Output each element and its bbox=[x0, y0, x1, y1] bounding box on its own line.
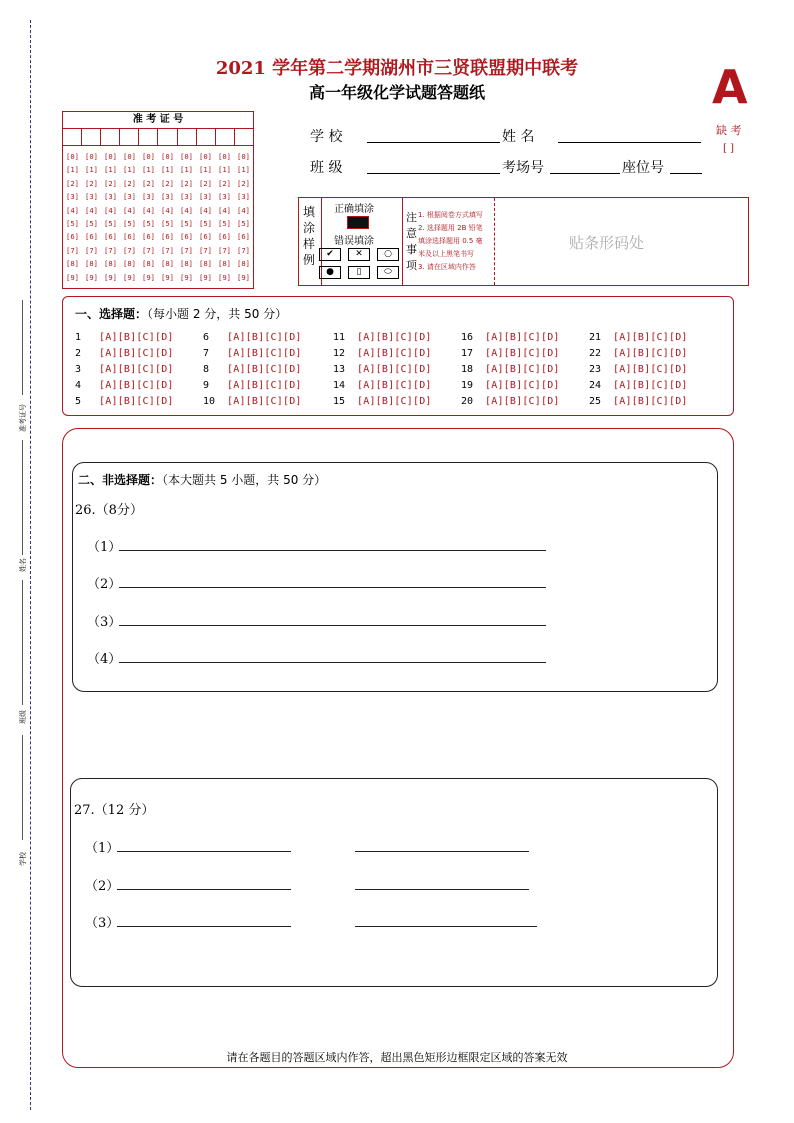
class-label: 班 级 bbox=[310, 160, 343, 176]
q26-answer-line-1[interactable] bbox=[119, 550, 546, 551]
school-field[interactable] bbox=[367, 142, 500, 143]
question-number: 1 bbox=[75, 332, 82, 343]
ellipse-mark-icon: ⬭ bbox=[377, 266, 399, 279]
question-number: 3 bbox=[75, 364, 82, 375]
digit-bubble[interactable]: [7] bbox=[218, 245, 231, 255]
question-number: 22 bbox=[589, 348, 602, 359]
exam-subtitle: 高一年级化学试题答题纸 bbox=[308, 83, 485, 102]
section1-title: 一、选择题：（每小题 2 分，共 50 分） bbox=[75, 307, 288, 321]
digit-bubble[interactable]: [6] bbox=[142, 232, 155, 242]
digit-bubble[interactable]: [0] bbox=[85, 152, 98, 161]
ticket-digit-column[interactable] bbox=[196, 150, 215, 284]
question-number: 11 bbox=[333, 332, 346, 343]
digit-bubble[interactable]: [7] bbox=[66, 245, 79, 255]
digit-bubble[interactable]: [3] bbox=[123, 192, 136, 202]
version-mark: A bbox=[712, 60, 748, 114]
digit-bubble[interactable]: [4] bbox=[180, 205, 193, 215]
note-item: 3. 请在区域内作答 bbox=[418, 263, 476, 271]
q27-answer-line-1a[interactable] bbox=[117, 851, 291, 852]
digit-bubble[interactable]: [6] bbox=[199, 232, 212, 242]
digit-bubble[interactable]: [5] bbox=[237, 219, 250, 229]
digit-bubble[interactable]: [4] bbox=[142, 205, 155, 215]
digit-bubble[interactable]: [9] bbox=[66, 272, 79, 282]
question-number: 14 bbox=[333, 380, 346, 391]
ticket-digit-column[interactable] bbox=[234, 150, 253, 284]
digit-bubble[interactable]: [3] bbox=[237, 192, 250, 202]
digit-bubble[interactable]: [3] bbox=[218, 192, 231, 202]
digit-bubble[interactable]: [7] bbox=[104, 245, 117, 255]
absent-checkbox[interactable]: [ ] bbox=[723, 143, 734, 154]
question-number: 18 bbox=[461, 364, 474, 375]
q27-part-2: （2） bbox=[85, 879, 120, 894]
vertical-char: 注 bbox=[406, 211, 417, 224]
digit-bubble[interactable]: [7] bbox=[161, 245, 174, 255]
digit-bubble[interactable]: [2] bbox=[218, 178, 231, 188]
digit-bubble[interactable]: [9] bbox=[123, 272, 136, 282]
q26-part-1: （1） bbox=[87, 540, 122, 555]
digit-bubble[interactable]: [0] bbox=[199, 152, 212, 161]
seat-field[interactable] bbox=[670, 173, 702, 174]
answer-options[interactable]: [A][B][C][D] bbox=[99, 364, 174, 375]
side-line bbox=[22, 440, 23, 555]
answer-options[interactable]: [A][B][C][D] bbox=[485, 380, 560, 391]
answer-options[interactable]: [A][B][C][D] bbox=[613, 364, 688, 375]
digit-bubble[interactable]: [5] bbox=[161, 219, 174, 229]
class-field[interactable] bbox=[367, 173, 500, 174]
answer-options[interactable]: [A][B][C][D] bbox=[99, 380, 174, 391]
q26-answer-line-2[interactable] bbox=[119, 587, 546, 588]
question-number: 25 bbox=[589, 396, 602, 407]
digit-bubble[interactable]: [5] bbox=[142, 219, 155, 229]
q26-answer-line-3[interactable] bbox=[119, 625, 546, 626]
digit-bubble[interactable]: [0] bbox=[66, 152, 79, 161]
vertical-char: 例 bbox=[303, 253, 316, 267]
answer-options[interactable]: [A][B][C][D] bbox=[357, 332, 432, 343]
digit-bubble[interactable]: [2] bbox=[199, 178, 212, 188]
vertical-char: 涂 bbox=[303, 221, 316, 235]
question-number: 10 bbox=[203, 396, 216, 407]
digit-bubble[interactable]: [8] bbox=[218, 259, 231, 269]
ticket-number-grid bbox=[62, 111, 254, 289]
digit-bubble[interactable]: [6] bbox=[66, 232, 79, 242]
answer-options[interactable]: [A][B][C][D] bbox=[227, 332, 302, 343]
answer-options[interactable]: [A][B][C][D] bbox=[357, 364, 432, 375]
digit-bubble[interactable]: [7] bbox=[85, 245, 98, 255]
side-label-name: 姓名 bbox=[19, 558, 27, 572]
digit-bubble[interactable]: [0] bbox=[180, 152, 193, 161]
question-number: 13 bbox=[333, 364, 346, 375]
digit-bubble[interactable]: [6] bbox=[123, 232, 136, 242]
digit-bubble[interactable]: [1] bbox=[85, 165, 98, 175]
note-item: 1. 根据阅卷方式填写 bbox=[418, 211, 483, 219]
digit-bubble[interactable]: [3] bbox=[180, 192, 193, 202]
ticket-digit-column[interactable] bbox=[63, 150, 82, 284]
sample-label bbox=[303, 204, 319, 268]
ticket-digit-column[interactable] bbox=[101, 150, 120, 284]
wrong-fill-label: 错误填涂 bbox=[334, 236, 374, 247]
digit-bubble[interactable]: [1] bbox=[199, 165, 212, 175]
exam-room-label: 考场号 bbox=[502, 160, 544, 176]
digit-bubble[interactable]: [3] bbox=[85, 192, 98, 202]
digit-bubble[interactable]: [1] bbox=[66, 165, 79, 175]
ticket-digit-column[interactable] bbox=[139, 150, 158, 284]
notes-list bbox=[418, 209, 483, 274]
vertical-char: 样 bbox=[303, 237, 316, 251]
digit-bubble[interactable]: [2] bbox=[142, 178, 155, 188]
ticket-write-cells[interactable] bbox=[63, 129, 253, 146]
answer-options[interactable]: [A][B][C][D] bbox=[485, 364, 560, 375]
answer-options[interactable]: [A][B][C][D] bbox=[485, 332, 560, 343]
digit-bubble[interactable]: [7] bbox=[199, 245, 212, 255]
question-number: 9 bbox=[203, 380, 210, 391]
digit-bubble[interactable]: [5] bbox=[66, 219, 79, 229]
name-label: 姓 名 bbox=[502, 129, 535, 145]
digit-bubble[interactable]: [0] bbox=[142, 152, 155, 161]
digit-bubble[interactable]: [1] bbox=[237, 165, 250, 175]
digit-bubble[interactable]: [9] bbox=[218, 272, 231, 282]
question-number: 7 bbox=[203, 348, 210, 359]
ticket-digit-column[interactable] bbox=[158, 150, 177, 284]
digit-bubble[interactable]: [8] bbox=[180, 259, 193, 269]
question-number: 24 bbox=[589, 380, 602, 391]
question-number: 15 bbox=[333, 396, 346, 407]
digit-bubble[interactable]: [0] bbox=[104, 152, 117, 161]
digit-bubble[interactable]: [5] bbox=[199, 219, 212, 229]
q26-label: 26.（8分） bbox=[75, 503, 143, 518]
q27-part-3: （3） bbox=[85, 916, 120, 931]
digit-bubble[interactable]: [6] bbox=[180, 232, 193, 242]
digit-bubble[interactable]: [1] bbox=[123, 165, 136, 175]
cross-mark-icon: ✕ bbox=[348, 248, 370, 261]
question-26-box bbox=[72, 462, 718, 692]
digit-bubble[interactable]: [2] bbox=[66, 178, 79, 188]
answer-options[interactable]: [A][B][C][D] bbox=[99, 396, 174, 407]
digit-bubble[interactable]: [4] bbox=[85, 205, 98, 215]
digit-bubble[interactable]: [2] bbox=[85, 178, 98, 188]
digit-bubble[interactable]: [5] bbox=[85, 219, 98, 229]
q27-answer-line-3a[interactable] bbox=[117, 926, 291, 927]
multiple-choice-section bbox=[62, 296, 734, 416]
question-number: 6 bbox=[203, 332, 210, 343]
q27-answer-line-1b[interactable] bbox=[355, 851, 529, 852]
digit-bubble[interactable]: [5] bbox=[123, 219, 136, 229]
ticket-title: 准 考 证 号 bbox=[63, 112, 253, 129]
answer-options[interactable]: [A][B][C][D] bbox=[485, 396, 560, 407]
digit-bubble[interactable]: [9] bbox=[104, 272, 117, 282]
binding-line bbox=[30, 20, 31, 1110]
correct-fill-label: 正确填涂 bbox=[334, 204, 374, 215]
answer-options[interactable]: [A][B][C][D] bbox=[357, 348, 432, 359]
digit-bubble[interactable]: [9] bbox=[142, 272, 155, 282]
question-number: 8 bbox=[203, 364, 210, 375]
correct-fill-example bbox=[347, 216, 369, 229]
q27-label: 27.（12 分） bbox=[74, 803, 155, 818]
answer-options[interactable]: [A][B][C][D] bbox=[613, 332, 688, 343]
answer-options[interactable]: [A][B][C][D] bbox=[357, 380, 432, 391]
question-27-box bbox=[70, 778, 718, 987]
partial-fill-icon: ▯ bbox=[348, 266, 370, 279]
q27-part-1: （1） bbox=[85, 841, 120, 856]
digit-bubble[interactable]: [4] bbox=[218, 205, 231, 215]
school-label: 学 校 bbox=[310, 129, 343, 145]
digit-bubble[interactable]: [4] bbox=[66, 205, 79, 215]
digit-bubble[interactable]: [8] bbox=[104, 259, 117, 269]
digit-bubble[interactable]: [4] bbox=[123, 205, 136, 215]
answer-options[interactable]: [A][B][C][D] bbox=[613, 348, 688, 359]
exam-room-field[interactable] bbox=[550, 173, 620, 174]
digit-bubble[interactable]: [3] bbox=[161, 192, 174, 202]
note-item: 2. 选择题用 2B 铅笔 bbox=[418, 224, 483, 232]
digit-bubble[interactable]: [3] bbox=[142, 192, 155, 202]
footer-instruction: 请在各题目的答题区域内作答，超出黑色矩形边框限定区域的答案无效 bbox=[226, 1051, 568, 1064]
q27-answer-line-2b[interactable] bbox=[355, 889, 529, 890]
barcode-area: 贴条形码处 bbox=[569, 234, 645, 252]
note-item: 填涂选择题用 0.5 毫 bbox=[418, 237, 483, 245]
vertical-char: 填 bbox=[303, 205, 316, 219]
question-number: 16 bbox=[461, 332, 474, 343]
digit-bubble[interactable]: [2] bbox=[161, 178, 174, 188]
side-label-class: 班级 bbox=[19, 710, 27, 724]
digit-bubble[interactable]: [3] bbox=[66, 192, 79, 202]
digit-bubble[interactable]: [4] bbox=[104, 205, 117, 215]
digit-bubble[interactable]: [7] bbox=[237, 245, 250, 255]
digit-bubble[interactable]: [1] bbox=[218, 165, 231, 175]
digit-bubble[interactable]: [8] bbox=[85, 259, 98, 269]
digit-bubble[interactable]: [9] bbox=[85, 272, 98, 282]
digit-bubble[interactable]: [8] bbox=[237, 259, 250, 269]
q26-part-4: （4） bbox=[87, 652, 122, 667]
digit-bubble[interactable]: [9] bbox=[180, 272, 193, 282]
digit-bubble[interactable]: [0] bbox=[237, 152, 250, 161]
digit-bubble[interactable]: [9] bbox=[199, 272, 212, 282]
question-number: 4 bbox=[75, 380, 82, 391]
digit-bubble[interactable]: [9] bbox=[237, 272, 250, 282]
side-label-school: 学校 bbox=[19, 852, 27, 866]
ticket-digit-column[interactable] bbox=[177, 150, 196, 284]
digit-bubble[interactable]: [2] bbox=[123, 178, 136, 188]
question-number: 2 bbox=[75, 348, 82, 359]
digit-bubble[interactable]: [4] bbox=[161, 205, 174, 215]
question-number: 5 bbox=[75, 396, 82, 407]
vertical-char: 项 bbox=[406, 259, 417, 272]
digit-bubble[interactable]: [8] bbox=[66, 259, 79, 269]
question-number: 17 bbox=[461, 348, 474, 359]
digit-bubble[interactable]: [2] bbox=[104, 178, 117, 188]
digit-bubble[interactable]: [6] bbox=[85, 232, 98, 242]
digit-bubble[interactable]: [3] bbox=[104, 192, 117, 202]
digit-bubble[interactable]: [6] bbox=[104, 232, 117, 242]
answer-options[interactable]: [A][B][C][D] bbox=[227, 380, 302, 391]
digit-bubble[interactable]: [0] bbox=[161, 152, 174, 161]
ticket-digit-column[interactable] bbox=[82, 150, 101, 284]
answer-options[interactable]: [A][B][C][D] bbox=[99, 332, 174, 343]
digit-bubble[interactable]: [0] bbox=[218, 152, 231, 161]
q26-answer-line-4[interactable] bbox=[119, 662, 546, 663]
answer-options[interactable]: [A][B][C][D] bbox=[99, 348, 174, 359]
answer-options[interactable]: [A][B][C][D] bbox=[485, 348, 560, 359]
exam-title: 2021 学年第二学期湖州市三贤联盟期中联考 bbox=[215, 58, 579, 79]
digit-bubble[interactable]: [1] bbox=[161, 165, 174, 175]
answer-options[interactable]: [A][B][C][D] bbox=[227, 396, 302, 407]
digit-bubble[interactable]: [4] bbox=[237, 205, 250, 215]
digit-bubble[interactable]: [6] bbox=[161, 232, 174, 242]
digit-bubble[interactable]: [8] bbox=[161, 259, 174, 269]
digit-bubble[interactable]: [9] bbox=[161, 272, 174, 282]
digit-bubble[interactable]: [6] bbox=[218, 232, 231, 242]
circle-mark-icon: ○ bbox=[377, 248, 399, 261]
question-number: 21 bbox=[589, 332, 602, 343]
side-label-ticket: 准考证号 bbox=[19, 404, 27, 432]
section2-title: 二、非选择题：（本大题共 5 小题，共 50 分） bbox=[78, 473, 327, 487]
name-field[interactable] bbox=[558, 142, 701, 143]
side-line bbox=[22, 735, 23, 840]
digit-bubble[interactable]: [1] bbox=[104, 165, 117, 175]
answer-options[interactable]: [A][B][C][D] bbox=[227, 364, 302, 375]
seat-label: 座位号 bbox=[622, 160, 664, 176]
digit-bubble[interactable]: [3] bbox=[199, 192, 212, 202]
question-number: 19 bbox=[461, 380, 474, 391]
answer-options[interactable]: [A][B][C][D] bbox=[613, 396, 688, 407]
answer-options[interactable]: [A][B][C][D] bbox=[227, 348, 302, 359]
sample-notes-box bbox=[298, 197, 749, 286]
ticket-digit-column[interactable] bbox=[215, 150, 234, 284]
absent-label: 缺 考 bbox=[716, 124, 742, 137]
q26-part-2: （2） bbox=[87, 577, 122, 592]
note-item: 米及以上黑笔书写 bbox=[418, 250, 474, 258]
side-line bbox=[22, 300, 23, 395]
digit-bubble[interactable]: [8] bbox=[199, 259, 212, 269]
digit-bubble[interactable]: [8] bbox=[123, 259, 136, 269]
question-number: 23 bbox=[589, 364, 602, 375]
vertical-char: 意 bbox=[406, 227, 417, 240]
digit-bubble[interactable]: [7] bbox=[123, 245, 136, 255]
digit-bubble[interactable]: [6] bbox=[237, 232, 250, 242]
q27-answer-line-3b[interactable] bbox=[355, 926, 537, 927]
digit-bubble[interactable]: [5] bbox=[218, 219, 231, 229]
digit-bubble[interactable]: [2] bbox=[180, 178, 193, 188]
digit-bubble[interactable]: [4] bbox=[199, 205, 212, 215]
digit-bubble[interactable]: [8] bbox=[142, 259, 155, 269]
ticket-digit-bubbles[interactable] bbox=[63, 146, 253, 284]
digit-bubble[interactable]: [2] bbox=[237, 178, 250, 188]
vertical-char: 事 bbox=[406, 243, 417, 256]
digit-bubble[interactable]: [0] bbox=[123, 152, 136, 161]
ticket-digit-column[interactable] bbox=[120, 150, 139, 284]
question-number: 12 bbox=[333, 348, 346, 359]
check-mark-icon: ✔ bbox=[319, 248, 341, 261]
digit-bubble[interactable]: [5] bbox=[180, 219, 193, 229]
digit-bubble[interactable]: [7] bbox=[142, 245, 155, 255]
digit-bubble[interactable]: [1] bbox=[142, 165, 155, 175]
q26-part-3: （3） bbox=[87, 615, 122, 630]
side-line bbox=[22, 580, 23, 705]
digit-bubble[interactable]: [1] bbox=[180, 165, 193, 175]
dot-mark-icon: ● bbox=[319, 266, 341, 279]
digit-bubble[interactable]: [5] bbox=[104, 219, 117, 229]
answer-options[interactable]: [A][B][C][D] bbox=[613, 380, 688, 391]
answer-options[interactable]: [A][B][C][D] bbox=[357, 396, 432, 407]
question-number: 20 bbox=[461, 396, 474, 407]
digit-bubble[interactable]: [7] bbox=[180, 245, 193, 255]
q27-answer-line-2a[interactable] bbox=[117, 889, 291, 890]
